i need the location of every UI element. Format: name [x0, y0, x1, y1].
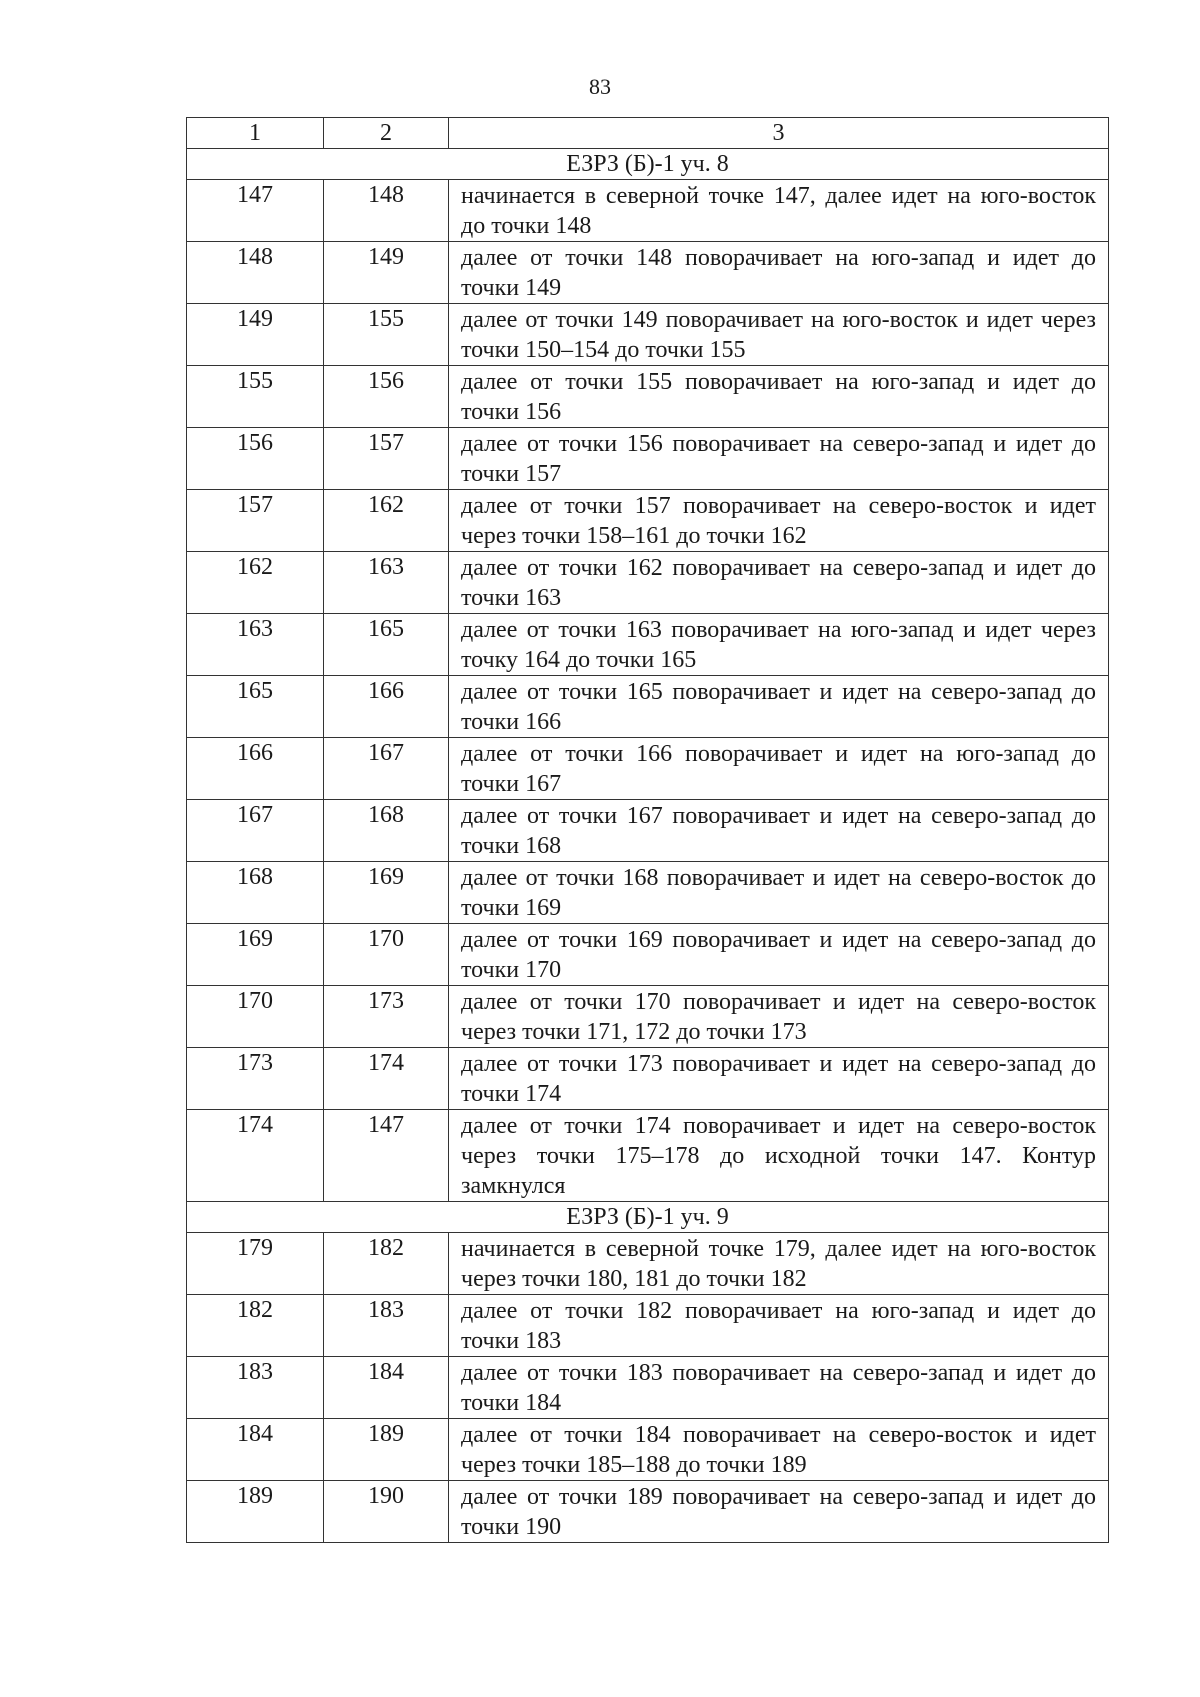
boundary-description-cell: далее от точки 183 поворачивает на северо-запад и идет до точки 184 — [449, 1357, 1109, 1419]
point-to-cell: 182 — [324, 1233, 449, 1295]
boundary-description-cell: начинается в северной точке 179, далее идет на юго-восток через точки 180, 181 до точки 182 — [449, 1233, 1109, 1295]
point-to-cell: 157 — [324, 428, 449, 490]
table-row — [187, 614, 1109, 676]
point-to-cell: 162 — [324, 490, 449, 552]
boundary-description-cell: далее от точки 173 поворачивает и идет на северо-запад до точки 174 — [449, 1048, 1109, 1110]
boundary-description-cell: далее от точки 163 поворачивает на юго-запад и идет через точку 164 до точки 165 — [449, 614, 1109, 676]
point-to-cell: 148 — [324, 180, 449, 242]
table-row — [187, 986, 1109, 1048]
page-number: 83 — [589, 74, 611, 99]
table-row — [187, 924, 1109, 986]
boundary-description-cell: далее от точки 156 поворачивает на северо-запад и идет до точки 157 — [449, 428, 1109, 490]
boundary-description-cell: далее от точки 149 поворачивает на юго-восток и идет через точки 150–154 до точки 155 — [449, 304, 1109, 366]
point-from-cell: 149 — [187, 304, 324, 366]
table-row — [187, 180, 1109, 242]
table-row — [187, 490, 1109, 552]
boundary-description-cell: далее от точки 162 поворачивает на северо-запад и идет до точки 163 — [449, 552, 1109, 614]
table-row — [187, 1110, 1109, 1202]
table-header-row — [187, 118, 1109, 149]
point-from-cell: 156 — [187, 428, 324, 490]
point-from-cell: 182 — [187, 1295, 324, 1357]
point-to-cell: 169 — [324, 862, 449, 924]
point-to-cell: 174 — [324, 1048, 449, 1110]
boundary-description-cell: далее от точки 170 поворачивает и идет на северо-восток через точки 171, 172 до точки 173 — [449, 986, 1109, 1048]
section-header-row — [187, 149, 1109, 180]
point-from-cell: 162 — [187, 552, 324, 614]
table-row — [187, 862, 1109, 924]
point-to-cell: 189 — [324, 1419, 449, 1481]
point-to-cell: 165 — [324, 614, 449, 676]
point-from-cell: 179 — [187, 1233, 324, 1295]
point-from-cell: 147 — [187, 180, 324, 242]
table-row — [187, 366, 1109, 428]
table-row — [187, 1357, 1109, 1419]
point-from-cell: 183 — [187, 1357, 324, 1419]
column-header-2: 2 — [324, 118, 449, 149]
point-to-cell: 184 — [324, 1357, 449, 1419]
table-row — [187, 1233, 1109, 1295]
point-from-cell: 174 — [187, 1110, 324, 1202]
table-row — [187, 1048, 1109, 1110]
point-to-cell: 183 — [324, 1295, 449, 1357]
point-from-cell: 167 — [187, 800, 324, 862]
boundary-description-cell: далее от точки 148 поворачивает на юго-запад и идет до точки 149 — [449, 242, 1109, 304]
table-row — [187, 552, 1109, 614]
point-from-cell: 166 — [187, 738, 324, 800]
point-from-cell: 163 — [187, 614, 324, 676]
boundary-description-cell: далее от точки 157 поворачивает на северо-восток и идет через точки 158–161 до точки 162 — [449, 490, 1109, 552]
point-from-cell: 170 — [187, 986, 324, 1048]
table-row — [187, 676, 1109, 738]
point-to-cell: 149 — [324, 242, 449, 304]
boundary-description-cell: далее от точки 155 поворачивает на юго-запад и идет до точки 156 — [449, 366, 1109, 428]
point-from-cell: 184 — [187, 1419, 324, 1481]
point-from-cell: 189 — [187, 1481, 324, 1543]
boundary-description-cell: далее от точки 167 поворачивает и идет на северо-запад до точки 168 — [449, 800, 1109, 862]
point-from-cell: 168 — [187, 862, 324, 924]
column-header-1: 1 — [187, 118, 324, 149]
table-row — [187, 304, 1109, 366]
section-title: ЕЗРЗ (Б)-1 уч. 9 — [187, 1202, 1109, 1233]
boundary-description-cell: далее от точки 174 поворачивает и идет на северо-восток через точки 175–178 до исходной точки 147. Контур замкнулся — [449, 1110, 1109, 1202]
point-to-cell: 155 — [324, 304, 449, 366]
boundary-description-cell: далее от точки 165 поворачивает и идет на северо-запад до точки 166 — [449, 676, 1109, 738]
boundary-description-cell: далее от точки 182 поворачивает на юго-запад и идет до точки 183 — [449, 1295, 1109, 1357]
boundary-table — [186, 117, 1109, 1543]
table-row — [187, 800, 1109, 862]
point-to-cell: 190 — [324, 1481, 449, 1543]
column-header-3: 3 — [449, 118, 1109, 149]
boundary-description-cell: начинается в северной точке 147, далее идет на юго-восток до точки 148 — [449, 180, 1109, 242]
section-header-row — [187, 1202, 1109, 1233]
boundary-description-cell: далее от точки 189 поворачивает на северо-запад и идет до точки 190 — [449, 1481, 1109, 1543]
point-from-cell: 173 — [187, 1048, 324, 1110]
table-row — [187, 1295, 1109, 1357]
table-row — [187, 1419, 1109, 1481]
boundary-description-cell: далее от точки 169 поворачивает и идет на северо-запад до точки 170 — [449, 924, 1109, 986]
point-to-cell: 173 — [324, 986, 449, 1048]
point-from-cell: 169 — [187, 924, 324, 986]
point-from-cell: 148 — [187, 242, 324, 304]
table-row — [187, 1481, 1109, 1543]
point-to-cell: 147 — [324, 1110, 449, 1202]
section-title: ЕЗРЗ (Б)-1 уч. 8 — [187, 149, 1109, 180]
table-row — [187, 242, 1109, 304]
point-from-cell: 165 — [187, 676, 324, 738]
table-row — [187, 738, 1109, 800]
point-to-cell: 168 — [324, 800, 449, 862]
point-to-cell: 156 — [324, 366, 449, 428]
boundary-description-cell: далее от точки 184 поворачивает на северо-восток и идет через точки 185–188 до точки 189 — [449, 1419, 1109, 1481]
boundary-description-cell: далее от точки 166 поворачивает и идет на юго-запад до точки 167 — [449, 738, 1109, 800]
boundary-description-cell: далее от точки 168 поворачивает и идет на северо-восток до точки 169 — [449, 862, 1109, 924]
point-to-cell: 170 — [324, 924, 449, 986]
point-to-cell: 166 — [324, 676, 449, 738]
point-to-cell: 163 — [324, 552, 449, 614]
point-from-cell: 155 — [187, 366, 324, 428]
table-row — [187, 428, 1109, 490]
point-to-cell: 167 — [324, 738, 449, 800]
point-from-cell: 157 — [187, 490, 324, 552]
